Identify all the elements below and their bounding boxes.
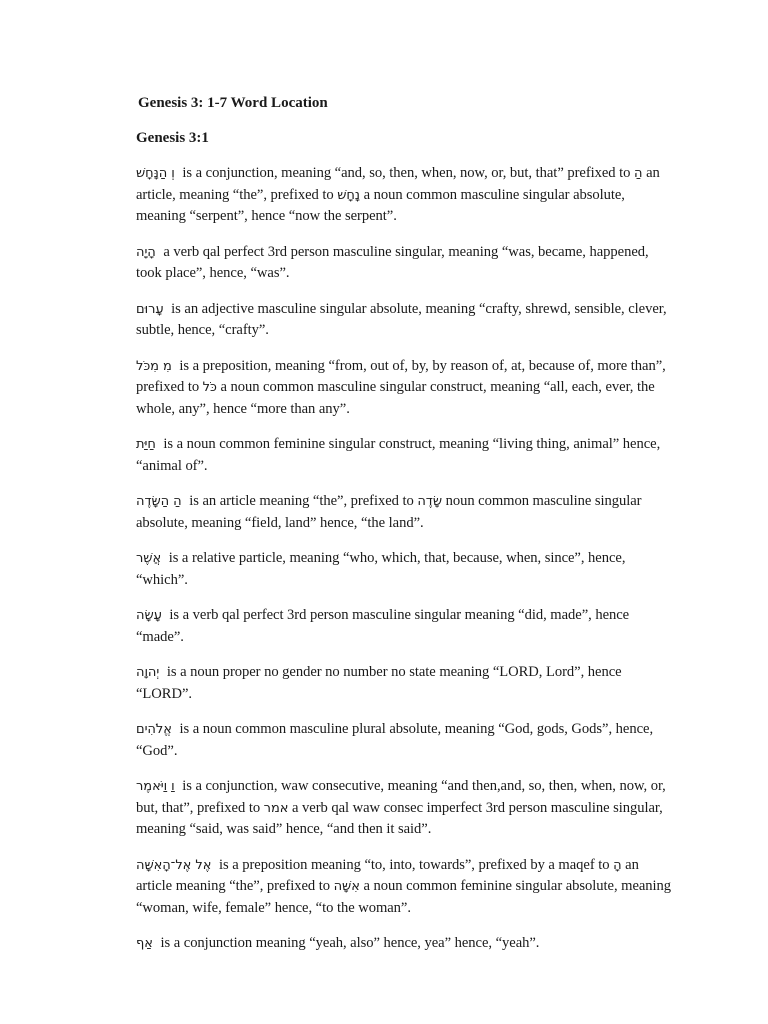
- entry-text: a verb qal perfect 3rd person masculine singular, meaning “was, became, happened, took place”, hence, “was”.: [136, 243, 649, 281]
- hebrew-headword: חַיַּת: [136, 437, 156, 452]
- entry-text: is an adjective masculine singular absolute, meaning “crafty, shrewd, sensible, clever, subtle, hence, “crafty”.: [136, 300, 667, 338]
- hebrew-word: אִשָּׁה: [333, 879, 360, 894]
- hebrew-headword: הָיָה: [136, 244, 156, 260]
- entry-text: is an article meaning “the”, prefixed to: [185, 493, 418, 509]
- word-entry: [136, 855, 676, 920]
- entry-text: an article, meaning “the”, prefixed to: [136, 165, 660, 203]
- word-entry: [136, 605, 676, 648]
- hebrew-word: אמר: [263, 800, 289, 816]
- entry-text: is a noun common masculine plural absolute, meaning “God, gods, Gods”, hence, “God”.: [136, 721, 654, 759]
- word-entry: [136, 548, 676, 591]
- document-title: Genesis 3: 1-7 Word Location: [138, 95, 328, 111]
- word-entry: [136, 776, 676, 841]
- hebrew-headword: אֶל אֶל־הָאִשָּׁה: [136, 857, 212, 873]
- entry-list: [136, 163, 676, 955]
- section-heading: Genesis 3:1: [136, 130, 209, 146]
- word-entry: [136, 719, 676, 762]
- entry-text: an article meaning “the”, prefixed to: [136, 856, 639, 894]
- hebrew-word: כֹּל: [202, 380, 217, 395]
- hebrew-headword: עָשָׂה: [136, 608, 162, 623]
- word-entry: [136, 242, 676, 285]
- hebrew-headword: אֱלֹהִים: [136, 722, 172, 737]
- entry-text: a noun common masculine singular construct, meaning “all, each, ever, the whole, any”, hence “more than any”.: [136, 379, 655, 417]
- hebrew-headword: אַף: [136, 936, 153, 951]
- word-entry: [136, 662, 676, 705]
- word-entry: [136, 299, 676, 342]
- entry-text: is a conjunction, waw consecutive, meaning “and then,and, so, then, when, now, or, but, that”, prefixed to: [136, 778, 666, 816]
- entry-text: is a preposition, meaning “from, out of, by, by reason of, at, because of, more than”, prefixed to: [136, 357, 666, 395]
- word-entry: [136, 356, 676, 421]
- hebrew-headword: עָרוּם: [136, 301, 164, 317]
- entry-text: is a relative particle, meaning “who, which, that, because, when, since”, hence, “which”.: [136, 550, 626, 588]
- hebrew-headword: הַ הַשָּׂדֶה: [136, 494, 182, 509]
- entry-text: is a noun proper no gender no number no state meaning “LORD, Lord”, hence “LORD”.: [136, 664, 622, 702]
- word-entry: [136, 163, 676, 228]
- entry-text: a noun common masculine singular absolute, meaning “serpent”, hence “now the serpent”.: [136, 186, 625, 224]
- entry-text: is a conjunction meaning “yeah, also” hence, yea” hence, “yeah”.: [156, 935, 540, 951]
- entry-text: noun common masculine singular absolute, meaning “field, land” hence, “the land”.: [136, 493, 642, 531]
- hebrew-word: הָ: [613, 857, 622, 873]
- hebrew-headword: אֲשֶׁר: [136, 551, 162, 566]
- hebrew-word: שָׂדֶה: [417, 494, 442, 509]
- entry-text: is a verb qal perfect 3rd person masculine singular meaning “did, made”, hence “made”.: [136, 607, 630, 645]
- entry-text: is a noun common feminine singular construct, meaning “living thing, animal” hence, “animal of”.: [136, 436, 661, 474]
- hebrew-headword: וַ וַיֹּאמֶר: [136, 779, 175, 794]
- hebrew-headword: מִ מִכֹּל: [136, 358, 172, 374]
- hebrew-headword: וְ הַנָּחָשׁ: [136, 166, 175, 181]
- entry-text: is a conjunction, meaning “and, so, then, when, now, or, but, that” prefixed to: [178, 165, 635, 181]
- entry-text: a verb qal waw consec imperfect 3rd person masculine singular, meaning “said, was said” hence, “and then it said”.: [136, 799, 663, 837]
- entry-text: is a preposition meaning “to, into, towards”, prefixed by a maqef to: [215, 856, 614, 873]
- hebrew-word: נָחָשׁ: [337, 187, 360, 203]
- word-entry: [136, 434, 676, 477]
- entry-text: a noun common feminine singular absolute, meaning “woman, wife, female” hence, “to the woman”.: [136, 878, 672, 916]
- word-entry: [136, 491, 676, 534]
- word-entry: [136, 933, 676, 955]
- document-page: [136, 94, 676, 969]
- hebrew-headword: יְהוָה: [136, 665, 160, 680]
- hebrew-word: הַ: [634, 166, 643, 181]
